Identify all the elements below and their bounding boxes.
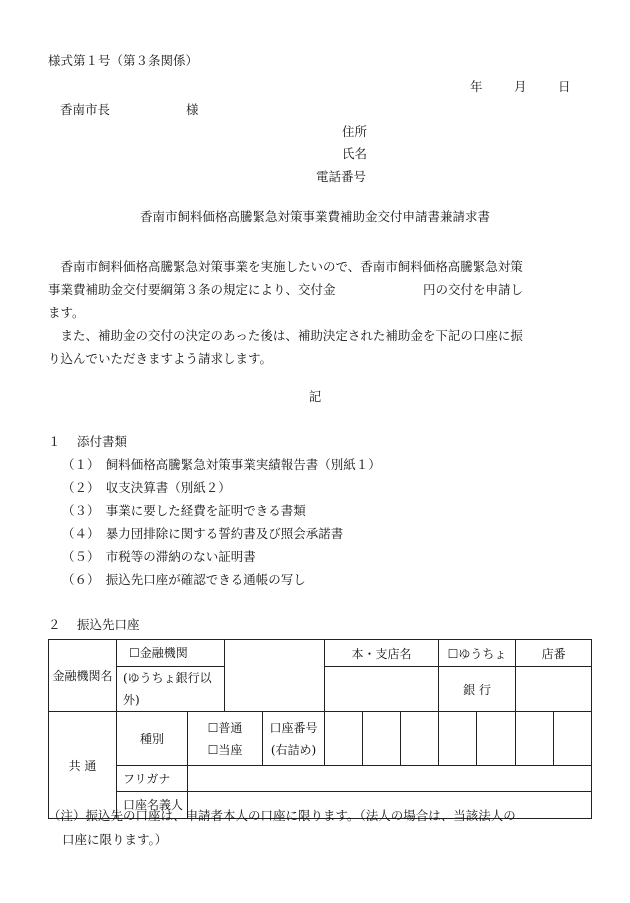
address-label: 住所: [342, 124, 368, 139]
addressee-name: 香南市長: [60, 102, 111, 117]
financial-institution-option[interactable]: ☐金融機関: [117, 640, 225, 667]
branch-name-field[interactable]: [325, 667, 439, 712]
date-month: 月: [514, 79, 527, 94]
futsu-checkbox[interactable]: ☐普通: [207, 720, 243, 735]
attachment-item: （１） 飼料価格高騰緊急対策事業実績報告書（別紙１）: [62, 457, 381, 472]
body-p1-line3: ます。: [48, 305, 85, 320]
toza-checkbox[interactable]: ☐当座: [207, 742, 243, 757]
branch-number-label: 店番: [516, 640, 592, 667]
branch-name-label: 本・支店名: [325, 640, 439, 667]
account-digit-3[interactable]: [401, 712, 439, 766]
account-digit-2[interactable]: [363, 712, 401, 766]
institution-name-field[interactable]: [225, 640, 325, 712]
note-line2: 口座に限ります。）: [62, 832, 168, 847]
furigana-field[interactable]: [188, 766, 592, 792]
attachment-item: （６） 振込先口座が確認できる通帳の写し: [62, 572, 306, 587]
furigana-label: フリガナ: [117, 766, 188, 792]
institution-label: 金融機関名: [49, 640, 117, 712]
account-digit-6[interactable]: [516, 712, 554, 766]
branch-number-field[interactable]: [516, 667, 592, 712]
attachment-item: （４） 暴力団排除に関する誓約書及び照会承諾書: [62, 526, 344, 541]
account-digit-7[interactable]: [554, 712, 592, 766]
excluding-yucho-note: (ゆうちょ銀行以外): [117, 667, 225, 712]
account-heading: ２ 振込先口座: [48, 617, 140, 632]
bank-account-table: [48, 639, 592, 819]
document-title: 香南市飼料価格高騰緊急対策事業費補助金交付申請書兼請求書: [139, 209, 490, 224]
addressee-honorific: 様: [186, 102, 199, 117]
yucho-option[interactable]: ☐ゆうちょ: [439, 640, 516, 667]
attachment-item: （５） 市税等の滞納のない証明書: [62, 549, 256, 564]
attachments-heading: １ 添付書類: [48, 434, 127, 449]
body-p2-line2: り込んでいただきますよう請求します。: [48, 351, 273, 366]
account-type-options[interactable]: [188, 712, 263, 766]
common-label: 共 通: [49, 712, 117, 819]
body-p1-line2: 事業費補助金交付要綱第３条の規定により、交付金 円の交付を申請し: [48, 282, 524, 297]
account-digit-4[interactable]: [439, 712, 477, 766]
date-year: 年: [470, 79, 483, 94]
phone-label: 電話番号: [316, 169, 367, 184]
form-number: 様式第１号（第３条関係）: [48, 53, 199, 68]
account-number-label: 口座番号 (右詰め): [263, 712, 325, 766]
date-day: 日: [558, 79, 571, 94]
account-type-label: 種別: [117, 712, 188, 766]
account-digit-5[interactable]: [477, 712, 516, 766]
note-line1: （注）振込先の口座は、申請者本人の口座に限ります。（法人の場合は、当該法人の: [48, 808, 516, 823]
bank-label: 銀 行: [439, 667, 516, 712]
name-label: 氏名: [342, 146, 368, 161]
attachment-item: （３） 事業に要した経費を証明できる書類: [62, 503, 306, 518]
account-holder-label: 口座名義人: [117, 792, 188, 819]
body-p2-line1: また、補助金の交付の決定のあった後は、補助決定された補助金を下記の口座に振: [48, 328, 523, 343]
body-p1-line1: 香南市飼料価格高騰緊急対策事業を実施したいので、香南市飼料価格高騰緊急対策: [48, 259, 523, 274]
account-digit-1[interactable]: [325, 712, 363, 766]
attachment-item: （２） 収支決算書（別紙２）: [62, 480, 231, 495]
ki-marker: 記: [308, 389, 322, 404]
